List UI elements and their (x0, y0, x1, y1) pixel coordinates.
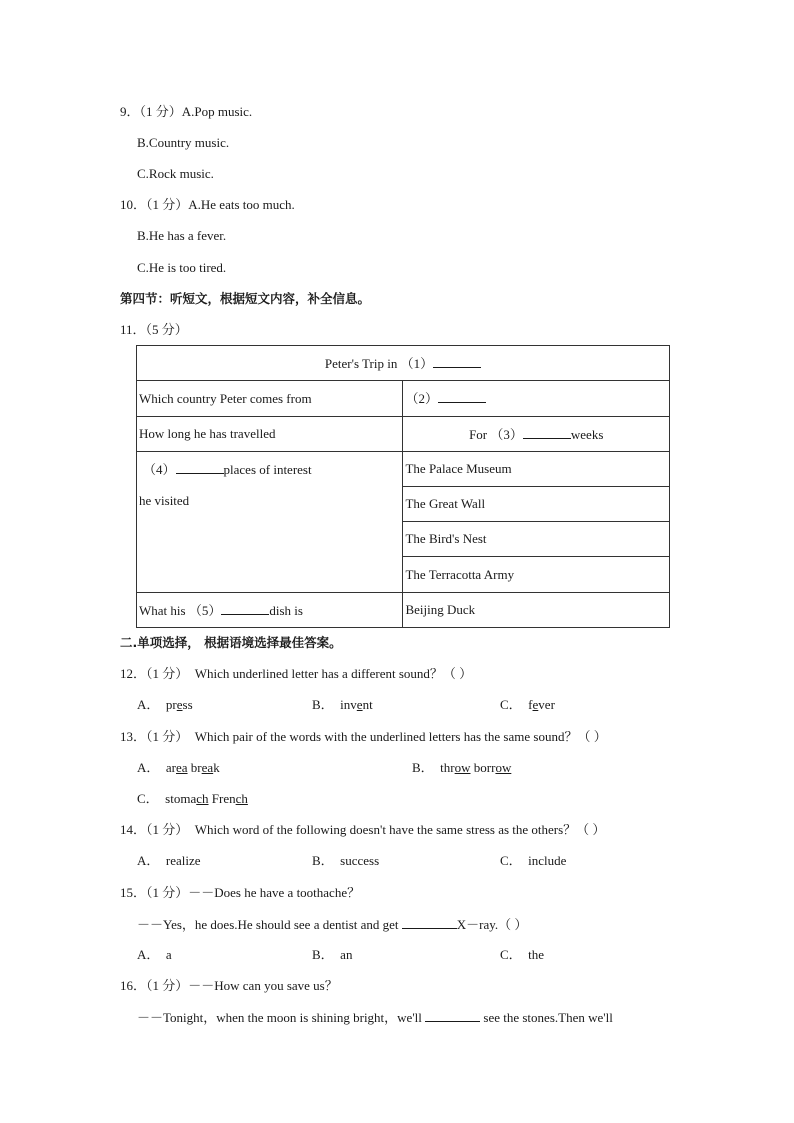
option-b[interactable]: B． an (312, 947, 353, 962)
answer-blank[interactable] (402, 916, 457, 929)
question-number: 15．（1 分） (120, 885, 189, 900)
dialogue-line: －－How can you save us？ (188, 978, 338, 993)
answer-blank[interactable] (438, 390, 486, 403)
dish-label: What his （5） dish is (137, 593, 403, 628)
question-stem: Which pair of the words with the underlined letters has the same sound？（ ） (194, 729, 607, 744)
answer-blank[interactable] (221, 602, 269, 615)
option-b: B.He has a fever. (137, 228, 227, 243)
option-a[interactable]: A． a (137, 947, 172, 962)
option-a: A.He eats too much. (188, 197, 295, 212)
option-a[interactable]: A． area break (137, 760, 220, 775)
question-number: 13．（1 分） (120, 729, 189, 744)
dish-answer: Beijing Duck (403, 593, 670, 628)
question-14 (120, 822, 605, 838)
country-label: Which country Peter comes from (137, 381, 403, 417)
question-number: 9．（1 分） (120, 104, 182, 119)
time-answer: For （3） weeks (403, 417, 670, 452)
option-c: C.Rock music. (137, 166, 214, 181)
question-16 (120, 978, 338, 994)
section-heading: 第四节：听短文，根据短文内容，补全信息。 (120, 291, 371, 306)
question-11-number: 11．（5 分） (120, 322, 188, 337)
places-label: （4） places of interest he visited (137, 452, 403, 593)
question-12 (120, 666, 472, 682)
answer-blank[interactable] (523, 426, 571, 439)
question-number: 12．（1 分） (120, 666, 189, 681)
question-10 (120, 197, 295, 213)
section-heading: 二.单项选择， 根据语境选择最佳答案。 (120, 635, 342, 650)
table-title: Peter's Trip in （1） (137, 346, 670, 381)
place-item: The Bird's Nest (403, 522, 670, 557)
place-item: The Palace Museum (403, 452, 670, 487)
question-13 (120, 729, 607, 745)
country-answer: （2） (403, 381, 670, 417)
place-item: The Great Wall (403, 487, 670, 522)
question-number: 14．（1 分） (120, 822, 189, 837)
option-a[interactable]: A． press (137, 697, 193, 712)
time-label: How long he has travelled (137, 417, 403, 452)
place-item: The Terracotta Army (403, 557, 670, 593)
option-a: A.Pop music. (181, 104, 253, 119)
question-number: 10．（1 分） (120, 197, 189, 212)
question-stem: Which word of the following doesn't have the same stress as the others？（ ） (194, 822, 606, 837)
answer-blank[interactable] (176, 461, 224, 474)
question-stem: Which underlined letter has a different sound？（ ） (194, 666, 473, 681)
question-9 (120, 104, 252, 120)
dialogue-line: －－Yes，he does.He should see a dentist and get X－ray.（ ） (137, 917, 528, 932)
dialogue-line: －－Does he have a toothache？ (188, 885, 361, 900)
option-c[interactable]: C． fever (500, 697, 555, 712)
option-c: C.He is too tired. (137, 260, 227, 275)
option-c[interactable]: C． include (500, 853, 567, 868)
info-table (136, 345, 670, 628)
option-b: B.Country music. (137, 135, 230, 150)
question-number: 16．（1 分） (120, 978, 189, 993)
option-b[interactable]: B． invent (312, 697, 373, 712)
option-b[interactable]: B． throw borrow (412, 760, 512, 775)
dialogue-line: －－Tonight，when the moon is shining bright，we'll see the stones.Then we'll (137, 1010, 613, 1025)
question-15 (120, 885, 360, 901)
option-c[interactable]: C． stomach French (137, 791, 248, 806)
option-c[interactable]: C． the (500, 947, 545, 962)
answer-blank[interactable] (433, 355, 481, 368)
option-a[interactable]: A． realize (137, 853, 201, 868)
option-b[interactable]: B． success (312, 853, 380, 868)
answer-blank[interactable] (425, 1009, 480, 1022)
